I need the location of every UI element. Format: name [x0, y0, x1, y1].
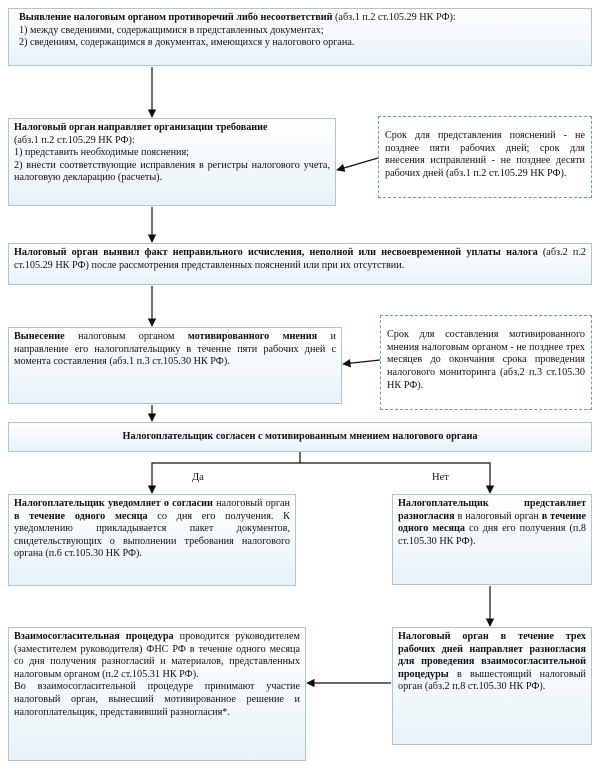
b3-title: Налоговый орган выявил факт неправильного исчисления, неполной или несвоевременной уплаты налога [14, 247, 538, 258]
b2-title: Налоговый орган направляет организации требование [14, 122, 268, 133]
box-requirement [8, 118, 336, 206]
box-taxpayer-agrees [8, 422, 592, 452]
b1-line2: 2) сведениям, содержащимся в документах, имеющихся у налогового органа. [19, 37, 355, 49]
label-yes: Да [192, 472, 204, 483]
b6-t3: в течение одного месяца [14, 510, 148, 522]
label-no: Нет [432, 472, 449, 483]
arrow-n1-b2 [337, 158, 378, 170]
b2-ref: (абз.1 п.2 ст.105.29 НК РФ): [14, 134, 135, 146]
b7-t1: Налогоплательщик представляет разногласия [398, 498, 586, 522]
b1-title: Выявление налоговым органом противоречий либо несоответствий [19, 12, 333, 23]
b1-line1: 1) между сведениями, содержащимися в представленных документах; [19, 24, 324, 36]
note-deadlines-explanations [378, 116, 592, 198]
b8-t1: Взаимосогласительная процедура [14, 631, 174, 642]
b4-t3: мотивированного мнения [187, 331, 318, 342]
box-motivated-opinion: Вынесение налоговым органом мотивированного мнения и направление его налогоплательщику в течение пяти рабочих дней с момента составления (абз.1 п.3 ст.105.30 НК РФ). [8, 327, 342, 404]
box-notify-agreement: Налогоплательщик уведомляет о согласии налоговый орган в течение одного месяца со дня его получения. К уведомлению прикладывается пакет документов, свидетельствующих о выполнении требования налогового органа (п.6 ст.105.30 НК РФ). [8, 494, 296, 586]
b9-t1: Налоговый орган в течение трех рабочих дней направляет разногласия для проведения взаимосогласительной процедуры [398, 631, 586, 680]
b6-t1: Налогоплательщик уведомляет о согласии [14, 498, 213, 509]
box-send-to-higher-authority: Налоговый орган в течение трех рабочих дней направляет разногласия для проведения взаимосогласительной процедуры в вышестоящий налоговый орган (абз.2 п.8 ст.105.30 НК РФ). [392, 627, 592, 745]
n2-text: Срок для составления мотивированного мнения налоговым органом - не позднее трех месяцев до окончания срока проведения налогового мониторинга (абз.2 п.3 ст.105.30 НК РФ). [387, 329, 585, 391]
b4-t1: Вынесение [14, 331, 65, 342]
arrow-n2-b4 [343, 360, 380, 364]
b5-title: Налогоплательщик согласен с мотивированным мнением налогового органа [122, 431, 478, 442]
box-violation [8, 243, 592, 285]
b2-line1: 1) представить необходимые пояснения; [14, 147, 189, 159]
b7-t3: в течение одного месяца [398, 510, 586, 535]
note-deadline-opinion [380, 315, 592, 410]
b8-p2: Во взаимосогласительной процедуре принимают участие налоговый орган, вынесший мотивированное решение и налогоплательщик, представивший разногласия*. [14, 681, 300, 718]
box-disagreements: Налогоплательщик представляет разногласия в налоговый орган в течение одного месяца со дня его получения (п.8 ст.105.30 НК РФ). [392, 494, 592, 585]
n1-text: Срок для представления пояснений - не позднее пяти рабочих дней; срок для внесения исправлений - не позднее десяти рабочих дней (абз.1 п.2 ст.105.29 НК РФ). [385, 130, 585, 179]
box-contradictions [8, 8, 592, 66]
box-mutual-procedure: Взаимосогласительная процедура проводится руководителем (заместителем руководителя) ФНС РФ в течение одного месяца со дня получения разногласий и материалов, представленных налоговым органом (п.2 ст.105.31 НК РФ). Во взаимосогласительной процедуре принимают участие налоговый орган, вынесший мотивированное решение и налогоплательщик, представивший разногласия*. [8, 627, 306, 761]
b3-rest: (абз.2 п.2 ст.105.29 НК РФ) после рассмотрения представленных пояснений или при их отсутствии. [14, 247, 587, 271]
b2-line2: 2) внести соответствующие исправления в регистры налогового учета, налоговую декларацию (расчеты). [14, 159, 330, 184]
b1-ref: (абз.1 п.2 ст.105.29 НК РФ): [332, 12, 456, 23]
